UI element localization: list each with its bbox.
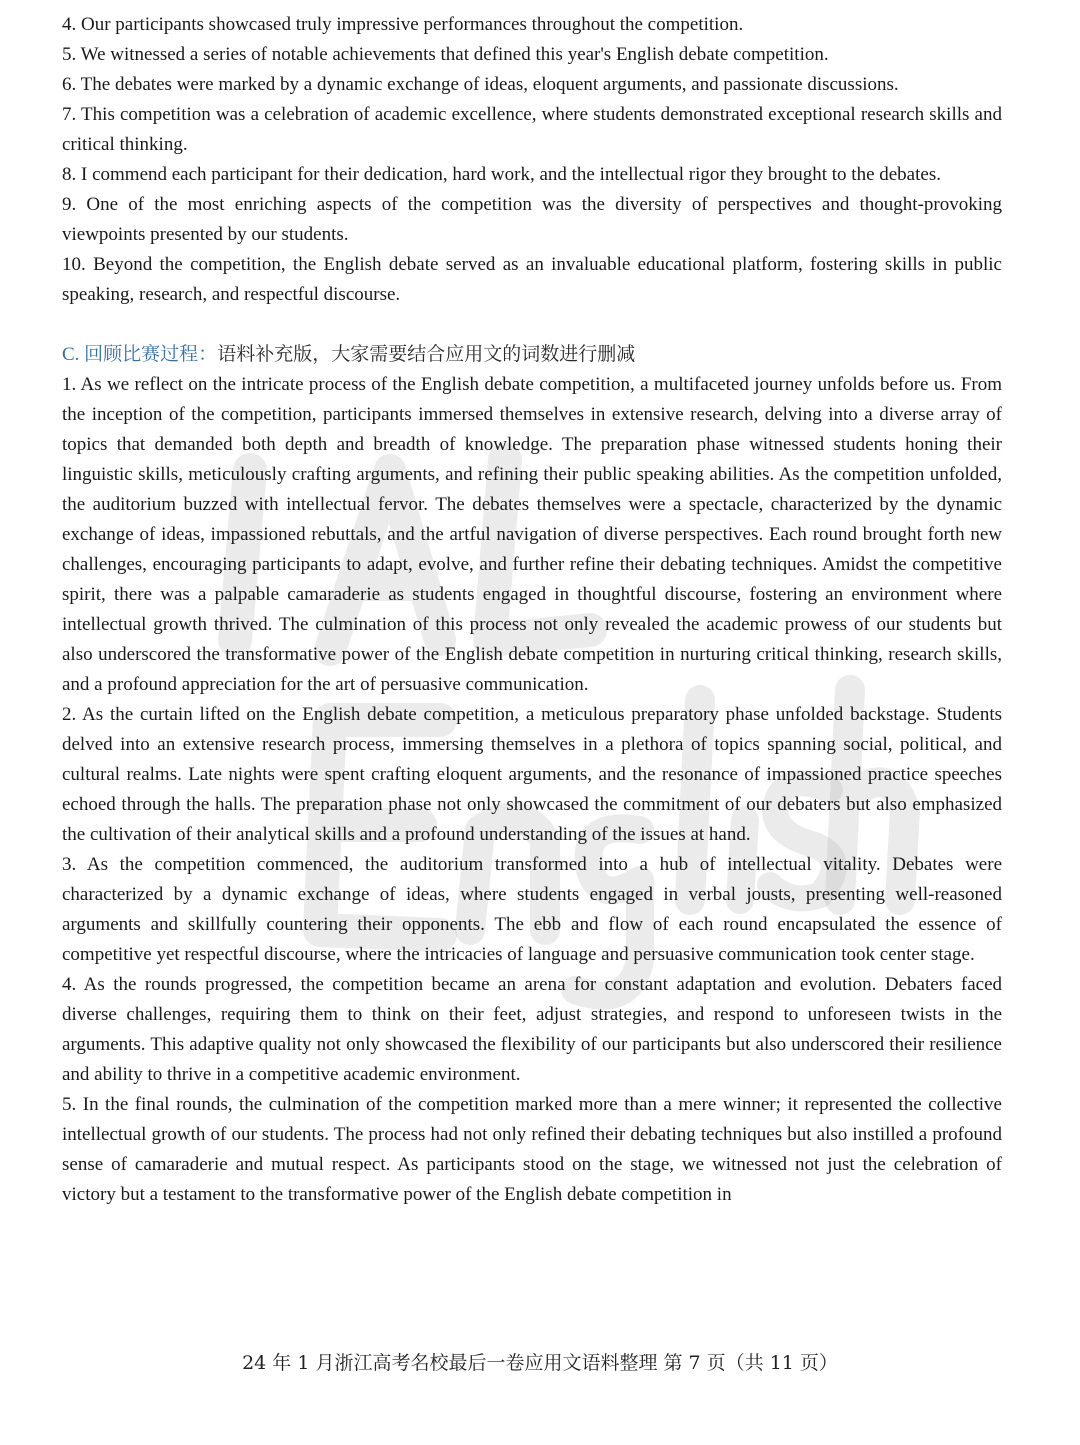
section-c-heading xyxy=(62,340,1002,370)
page-footer: 24 年 1 月浙江高考名校最后一卷应用文语料整理 第 7 页（共 11 页） xyxy=(242,1352,838,1374)
list-item: 8. I commend each participant for their dedication, hard work, and the intellectual rigor they brought to the debates. xyxy=(62,164,941,185)
list-item: 2. As the curtain lifted on the English debate competition, a meticulous preparatory phase unfolded backstage. Students delved into an extensive research process, immersing themselves in a plethora of topics spanning social, political, and cultural realms. Late nights were spent crafting eloquent arguments, and the resonance of impassioned practice speeches echoed through the halls. The preparation phase not only showcased the commitment of our debaters but also emphasized the cultivation of their analytical skills and a profound understanding of the issues at hand. xyxy=(62,704,1002,845)
list-item: 3. As the competition commenced, the auditorium transformed into a hub of intellectual vitality. Debates were characterized by a dynamic exchange of ideas, where students engaged in verbal jousts, presenting well-reasoned arguments and skillfully countering their opponents. The ebb and flow of each round encapsulated the essence of competitive yet respectful discourse, where the intricacies of language and persuasive communication took center stage. xyxy=(62,854,1002,965)
list-item: 5. In the final rounds, the culmination of the competition marked more than a mere winner; it represented the collective intellectual growth of our students. The process had not only refined their debating techniques but also instilled a profound sense of camaraderie and mutual respect. As participants stood on the stage, we witnessed not just the celebration of victory but a testament to the transformative power of the English debate competition in xyxy=(62,1094,1002,1205)
list-item: 7. This competition was a celebration of academic excellence, where students demonstrated exceptional research skills and critical thinking. xyxy=(62,104,1002,155)
list-item: 10. Beyond the competition, the English debate served as an invaluable educational platform, fostering skills in public speaking, research, and respectful discourse. xyxy=(62,254,1002,305)
list-item: 6. The debates were marked by a dynamic exchange of ideas, eloquent arguments, and passionate discussions. xyxy=(62,74,899,95)
section-c-list xyxy=(62,370,1002,1210)
section-spacer xyxy=(62,310,1002,340)
section-c-label: C. 回顾比赛过程： xyxy=(62,344,218,365)
list-item: 4. As the rounds progressed, the competition became an arena for constant adaptation and evolution. Debaters faced diverse challenges, requiring them to think on their feet, adjust strategies, and respond to unforeseen twists in the arguments. This adaptive quality not only showcased the flexibility of our participants but also underscored their resilience and ability to thrive in a competitive academic environment. xyxy=(62,974,1002,1085)
list-item: 5. We witnessed a series of notable achievements that defined this year's English debate competition. xyxy=(62,44,829,65)
list-item: 1. As we reflect on the intricate process of the English debate competition, a multifaceted journey unfolds before us. From the inception of the competition, participants immersed themselves in extensive research, delving into a diverse array of topics that demanded both depth and breadth of knowledge. The preparation phase witnessed students honing their linguistic skills, meticulously crafting arguments, and refining their public speaking abilities. As the competition unfolded, the auditorium buzzed with intellectual fervor. The debates themselves were a spectacle, characterized by the dynamic exchange of ideas, impassioned rebuttals, and the artful navigation of diverse perspectives. Each round brought forth new challenges, encouraging participants to adapt, evolve, and further refine their debating techniques. Amidst the competitive spirit, there was a palpable camaraderie as students engaged in thoughtful discourse, fostering an environment where intellectual growth thrived. The culmination of this process not only revealed the academic prowess of our students but also underscored the transformative power of the English debate competition in nurturing critical thinking, research skills, and a profound appreciation for the art of persuasive communication. xyxy=(62,374,1002,695)
list-item: 9. One of the most enriching aspects of the competition was the diversity of perspectives and thought-provoking viewpoints presented by our students. xyxy=(62,194,1002,245)
list-item: 4. Our participants showcased truly impressive performances throughout the competition. xyxy=(62,14,744,35)
section-c-note: 语料补充版，大家需要结合应用文的词数进行删减 xyxy=(217,344,636,365)
section-b-list xyxy=(62,10,1002,310)
document-body xyxy=(62,10,1002,1210)
